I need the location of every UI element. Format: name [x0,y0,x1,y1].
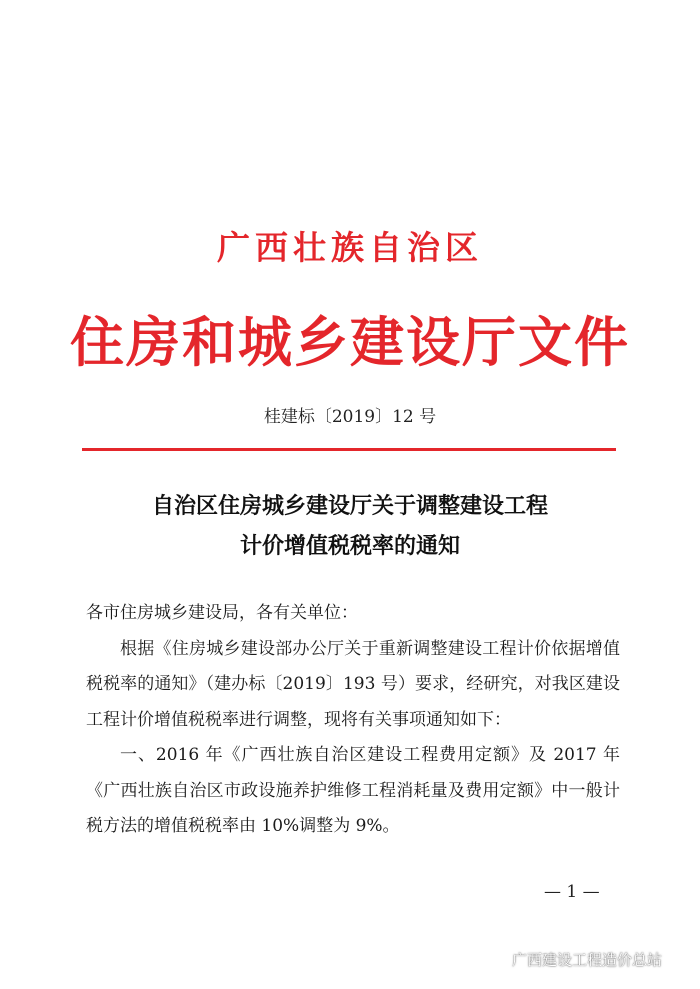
watermark-text: 广西建设工程造价总站 [512,951,663,969]
red-divider-line [82,448,616,451]
watermark [484,949,662,970]
salutation: 各市住房城乡建设局，各有关单位： [86,603,358,623]
title-line-1: 自治区住房城乡建设厅关于调整建设工程 [151,494,548,519]
issuer-department: 住房和城乡建设厅文件 [70,311,630,374]
title-line-2: 计价增值税税率的通知 [239,534,460,559]
page-number: — 1 — [544,882,600,902]
paragraph-basis: 根据《住房城乡建设部办公厅关于重新调整建设工程计价依据增值税税率的通知》（建办标〔2019〕193 号）要求，经研究，对我区建设工程计价增值税税率进行调整，现将有关事项通知如下： [86,638,620,730]
document-number: 桂建标〔2019〕12 号 [263,407,437,427]
document-body [86,596,620,845]
paragraph-item-one: 一、2016 年《广西壮族自治区建设工程费用定额》及 2017 年《广西壮族自治区市政设施养护维修工程消耗量及费用定额》中一般计税方法的增值税税率由 10%调整为 9%。 [86,745,620,836]
document-title [0,487,700,567]
wechat-icon [484,951,506,969]
issuer-region: 广西壮族自治区 [217,228,483,267]
